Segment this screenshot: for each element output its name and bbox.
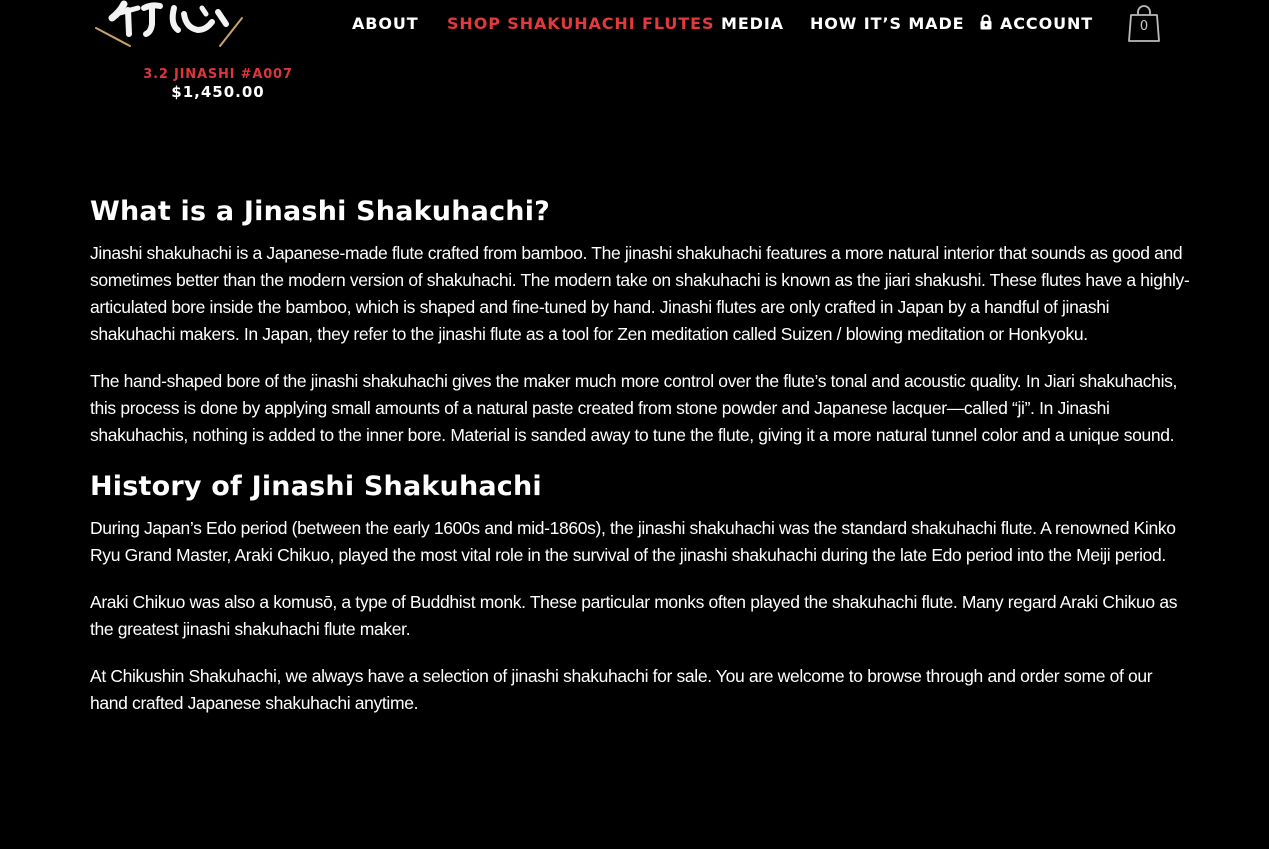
product-price: $1,450.00 (171, 83, 265, 101)
article-content (90, 190, 1190, 737)
product-name[interactable]: 3.2 JINASHI #A007 (143, 67, 293, 82)
section-history (90, 465, 1190, 717)
lock-icon (978, 14, 994, 30)
cart-count: 0 (1139, 19, 1149, 34)
nav-account[interactable] (978, 13, 1093, 35)
product-summary (128, 66, 308, 102)
paragraph: Araki Chikuo was also a komusō, a type of Buddhist monk. These particular monks often played the shakuhachi flute. Many regard Araki Chikuo as the greatest jinashi shakuhachi flute maker. (90, 592, 1178, 639)
section-heading: What is a Jinashi Shakuhachi? (90, 196, 551, 227)
paragraph: During Japan’s Edo period (between the early 1600s and mid-1860s), the jinashi shakuhachi was the standard shakuhachi flute. A renowned Kinko Ryu Grand Master, Araki Chikuo, played the most vital role in the survival of the jinashi shakuhachi during the late Edo period into the Meiji period. (90, 518, 1176, 565)
nav-account-label: ACCOUNT (1000, 14, 1094, 33)
main-navigation (0, 13, 1269, 35)
paragraph: The hand-shaped bore of the jinashi shakuhachi gives the maker much more control over the flute’s tonal and acoustic quality. In Jiari shakuhachis, this process is done by applying small amounts of a natural paste created from stone powder and Japanese lacquer—called “ji”. In Jinashi shakuhachis, nothing is added to the inner bore. Material is sanded away to tune the flute, giving it a more natural tunnel color and a unique sound. (90, 371, 1178, 445)
nav-shop-shakuhachi-flutes[interactable]: SHOP SHAKUHACHI FLUTES (447, 14, 715, 33)
nav-media[interactable]: MEDIA (721, 14, 784, 33)
cart-button[interactable] (1125, 3, 1163, 45)
paragraph: At Chikushin Shakuhachi, we always have a selection of jinashi shakuhachi for sale. You are welcome to browse through and order some of our hand crafted Japanese shakuhachi anytime. (90, 666, 1153, 713)
nav-about[interactable]: ABOUT (352, 14, 419, 33)
paragraph: Jinashi shakuhachi is a Japanese-made flute crafted from bamboo. The jinashi shakuhachi features a more natural interior that sounds as good and sometimes better than the modern version of shakuhachi. The modern take on shakuhachi is known as the jiari shakushi. These flutes have a highly-articulated bore inside the bamboo, which is shaped and fine-tuned by hand. Jinashi flutes are only crafted in Japan by a handful of jinashi shakuhachi makers. In Japan, they refer to the jinashi flute as a tool for Zen meditation called Suizen / blowing meditation or Honkyoku. (90, 243, 1190, 344)
section-what-is-jinashi (90, 190, 1190, 449)
nav-how-its-made[interactable]: HOW IT’S MADE (810, 14, 965, 33)
section-heading: History of Jinashi Shakuhachi (90, 471, 542, 502)
